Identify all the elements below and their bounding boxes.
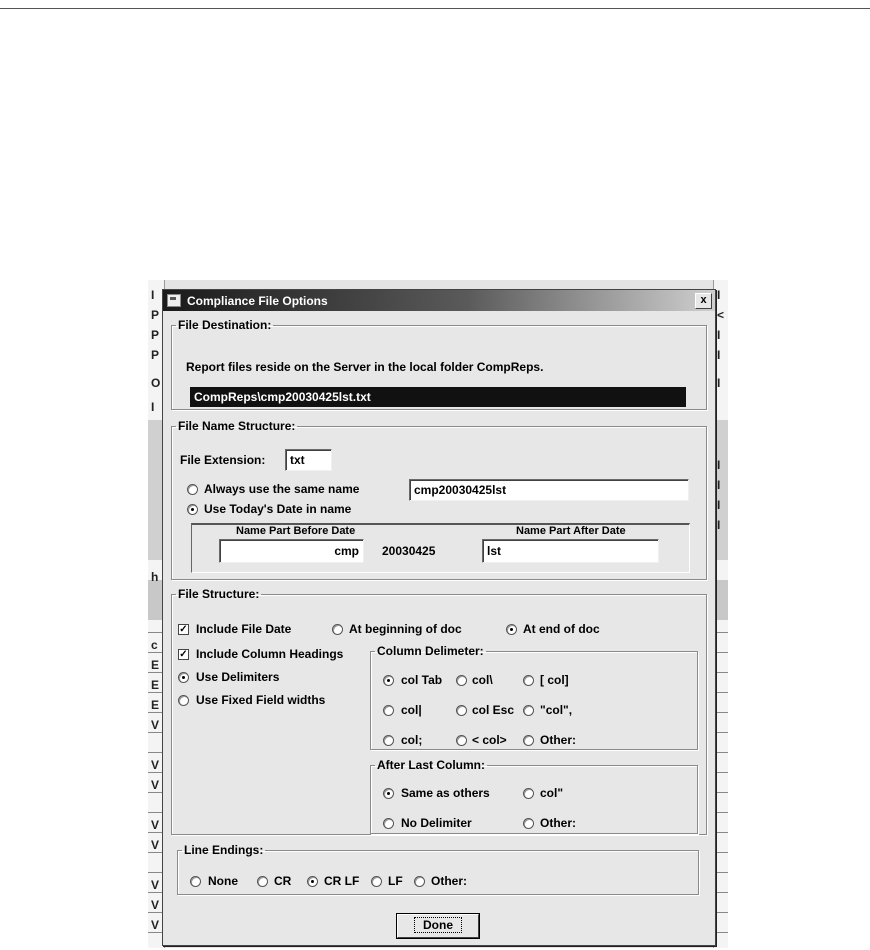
delim-col-esc-radio[interactable] (456, 705, 467, 716)
background-text: I (151, 288, 155, 302)
background-text: I (717, 376, 721, 390)
line-ending-label: CR LF (324, 874, 360, 888)
file-name-structure-legend: File Name Structure: (178, 419, 296, 433)
after-option-label: Other: (540, 816, 576, 830)
line-endings-group (177, 843, 699, 895)
line-ending-cr-radio[interactable] (257, 876, 268, 887)
delim-option-label: col\ (472, 673, 493, 687)
line-ending-label: None (208, 874, 238, 888)
background-text: I (717, 328, 721, 342)
fixed-widths-radio[interactable] (178, 695, 189, 706)
delim-col-tab-radio[interactable] (383, 675, 394, 686)
background-text: V (151, 878, 160, 892)
background-text: < (717, 308, 725, 322)
include-headings-checkbox[interactable]: ✓ (179, 649, 188, 660)
date-parts-frame (191, 523, 690, 573)
same-name-label: Always use the same name (204, 482, 360, 496)
after-date-header: Name Part After Date (516, 525, 626, 537)
background-text: P (151, 328, 160, 342)
background-text: E (151, 658, 160, 672)
before-date-input[interactable]: cmp (219, 539, 364, 563)
same-name-input[interactable]: cmp20030425lst (409, 479, 689, 501)
file-destination-legend: File Destination: (178, 318, 272, 332)
at-end-radio[interactable] (506, 624, 517, 635)
dialog-titlebar[interactable] (163, 290, 715, 311)
after-option-label: Same as others (401, 786, 490, 800)
background-text: I (717, 458, 721, 472)
use-delimiters-label: Use Delimiters (196, 670, 280, 684)
delim-option-label: col; (401, 733, 423, 747)
column-delimiter-group (370, 644, 698, 750)
destination-path-field[interactable]: CompReps\cmp20030425lst.txt (190, 387, 686, 407)
delim-quoted-radio[interactable] (523, 705, 534, 716)
done-button[interactable] (397, 914, 479, 938)
background-text: c (151, 638, 158, 652)
at-beginning-label: At beginning of doc (349, 622, 462, 636)
line-ending-label: LF (388, 874, 403, 888)
include-headings-label: Include Column Headings (196, 647, 344, 661)
date-preview: 20030425 (382, 544, 436, 558)
file-destination-group (171, 318, 707, 410)
line-ending-none-radio[interactable] (190, 876, 201, 887)
same-name-radio[interactable] (187, 484, 198, 495)
after-col-quote-radio[interactable] (523, 788, 534, 799)
background-text: V (151, 818, 160, 832)
background-text: I (717, 478, 721, 492)
at-beginning-radio[interactable] (332, 624, 343, 635)
after-same-radio[interactable] (383, 788, 394, 799)
file-name-structure-group (171, 419, 707, 580)
background-text: P (151, 308, 160, 322)
after-none-radio[interactable] (383, 818, 394, 829)
page-top-rule (0, 8, 870, 9)
use-delimiters-radio[interactable] (178, 672, 189, 683)
delim-option-label: Other: (540, 733, 576, 747)
background-text: V (151, 718, 160, 732)
column-delimiter-legend: Column Delimeter: (377, 644, 484, 658)
compliance-file-options-dialog (162, 289, 716, 946)
after-last-column-legend: After Last Column: (377, 758, 485, 772)
include-file-date-label: Include File Date (196, 622, 292, 636)
todays-date-label: Use Today's Date in name (204, 502, 352, 516)
delim-option-label: col| (401, 703, 422, 717)
delim-option-label: col Esc (472, 703, 515, 717)
delim-bracket-radio[interactable] (523, 675, 534, 686)
line-ending-label: CR (274, 874, 292, 888)
background-text: I (717, 288, 721, 302)
include-file-date-checkbox[interactable]: ✓ (179, 624, 188, 635)
background-text: I (717, 518, 721, 532)
after-last-column-group (370, 758, 698, 834)
background-text: E (151, 678, 160, 692)
background-text: I (717, 348, 721, 362)
background-text: P (151, 348, 160, 362)
delim-option-label: "col", (540, 703, 573, 717)
background-text: I (151, 400, 155, 414)
file-extension-input[interactable]: txt (285, 449, 332, 471)
line-ending-label: Other: (431, 874, 467, 888)
before-date-header: Name Part Before Date (236, 525, 356, 537)
delim-option-label: [ col] (540, 673, 569, 687)
delim-col-backslash-radio[interactable] (456, 675, 467, 686)
background-text: I (717, 498, 721, 512)
window-icon (167, 294, 181, 307)
background-text: V (151, 778, 160, 792)
file-destination-info: Report files reside on the Server in the local folder CompReps. (186, 360, 544, 374)
delim-option-label: < col> (472, 733, 507, 747)
line-ending-other-radio[interactable] (414, 876, 425, 887)
background-text: E (151, 698, 160, 712)
done-label: Done (414, 917, 462, 933)
after-option-label: col" (540, 786, 564, 800)
delim-option-label: col Tab (401, 673, 443, 687)
after-other-radio[interactable] (523, 818, 534, 829)
delim-angle-radio[interactable] (456, 735, 467, 746)
background-text: V (151, 758, 160, 772)
line-endings-legend: Line Endings: (184, 843, 264, 857)
at-end-label: At end of doc (523, 622, 600, 636)
background-text: V (151, 918, 160, 932)
file-structure-legend: File Structure: (178, 587, 260, 601)
background-text: V (151, 838, 160, 852)
dialog-title: Compliance File Options (187, 293, 328, 308)
line-ending-crlf-radio[interactable] (307, 876, 318, 887)
background-text: V (151, 898, 160, 912)
after-option-label: No Delimiter (401, 816, 472, 830)
delim-col-pipe-radio[interactable] (383, 705, 394, 716)
background-text: h (151, 570, 159, 584)
delim-other-radio[interactable] (523, 735, 534, 746)
file-extension-label: File Extension: (180, 453, 266, 467)
todays-date-radio[interactable] (187, 504, 198, 515)
line-ending-lf-radio[interactable] (371, 876, 382, 887)
background-text: O (151, 376, 161, 390)
file-structure-group (171, 587, 707, 835)
fixed-widths-label: Use Fixed Field widths (196, 693, 326, 707)
close-button[interactable]: x (695, 293, 712, 309)
after-date-input[interactable]: lst (482, 539, 659, 563)
delim-col-semicolon-radio[interactable] (383, 735, 394, 746)
